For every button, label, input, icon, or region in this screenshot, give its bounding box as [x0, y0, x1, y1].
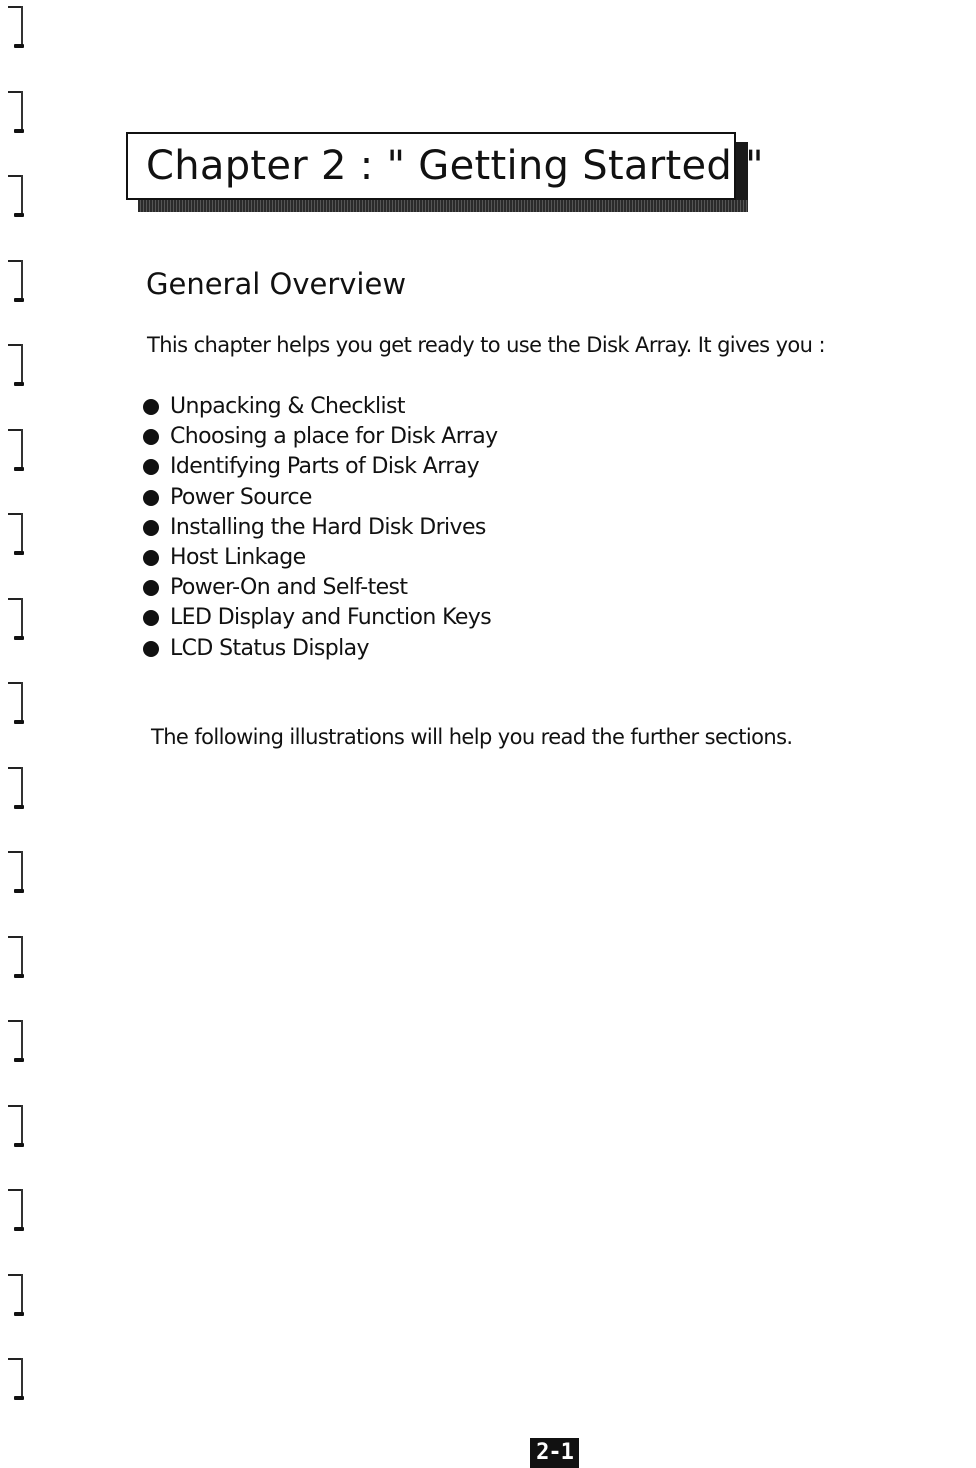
binding-ring [6, 513, 24, 555]
list-item [143, 573, 498, 603]
binding-ring [6, 91, 24, 133]
binding-ring [6, 1105, 24, 1147]
list-item [143, 513, 498, 543]
binding-ring [6, 936, 24, 978]
binding-ring [6, 344, 24, 386]
binding-ring [6, 682, 24, 724]
list-item-text: LED Display and Function Keys [170, 605, 492, 631]
list-item [143, 452, 498, 482]
binding-ring [6, 1020, 24, 1062]
chapter-title-shadow-bottom [138, 200, 748, 212]
bullet-icon [143, 641, 159, 657]
bullet-icon [143, 429, 159, 445]
binding-ring [6, 1358, 24, 1400]
binding-ring [6, 6, 24, 48]
binding-ring [6, 598, 24, 640]
list-item-text: Power-On and Self-test [170, 575, 408, 601]
list-item [143, 483, 498, 513]
list-item [143, 392, 498, 422]
chapter-title-box [126, 132, 764, 200]
binding-ring [6, 1274, 24, 1316]
list-item [143, 422, 498, 452]
list-item [143, 634, 498, 664]
bullet-icon [143, 520, 159, 536]
spiral-binding [0, 0, 34, 1468]
bullet-icon [143, 399, 159, 415]
binding-ring [6, 1189, 24, 1231]
section-heading: General Overview [146, 267, 407, 301]
list-item-text: Unpacking & Checklist [170, 394, 405, 420]
binding-ring [6, 260, 24, 302]
list-item-text: Choosing a place for Disk Array [170, 424, 498, 450]
list-item-text: Installing the Hard Disk Drives [170, 514, 486, 540]
binding-ring [6, 175, 24, 217]
bullet-icon [143, 459, 159, 475]
list-item [143, 543, 498, 573]
intro-paragraph: This chapter helps you get ready to use the Disk Array. It gives you : [147, 333, 825, 357]
bullet-icon [143, 580, 159, 596]
closing-paragraph: The following illustrations will help you read the further sections. [151, 725, 793, 749]
page-number: 2-1 [530, 1438, 579, 1468]
chapter-title: Chapter 2 : " Getting Started " [146, 143, 764, 189]
list-item-text: Power Source [170, 484, 312, 510]
bullet-icon [143, 610, 159, 626]
binding-ring [6, 851, 24, 893]
topic-list [143, 392, 498, 664]
list-item [143, 603, 498, 633]
list-item-text: Host Linkage [170, 545, 306, 571]
binding-ring [6, 767, 24, 809]
bullet-icon [143, 490, 159, 506]
list-item-text: Identifying Parts of Disk Array [170, 454, 480, 480]
binding-ring [6, 429, 24, 471]
list-item-text: LCD Status Display [170, 635, 369, 661]
bullet-icon [143, 550, 159, 566]
